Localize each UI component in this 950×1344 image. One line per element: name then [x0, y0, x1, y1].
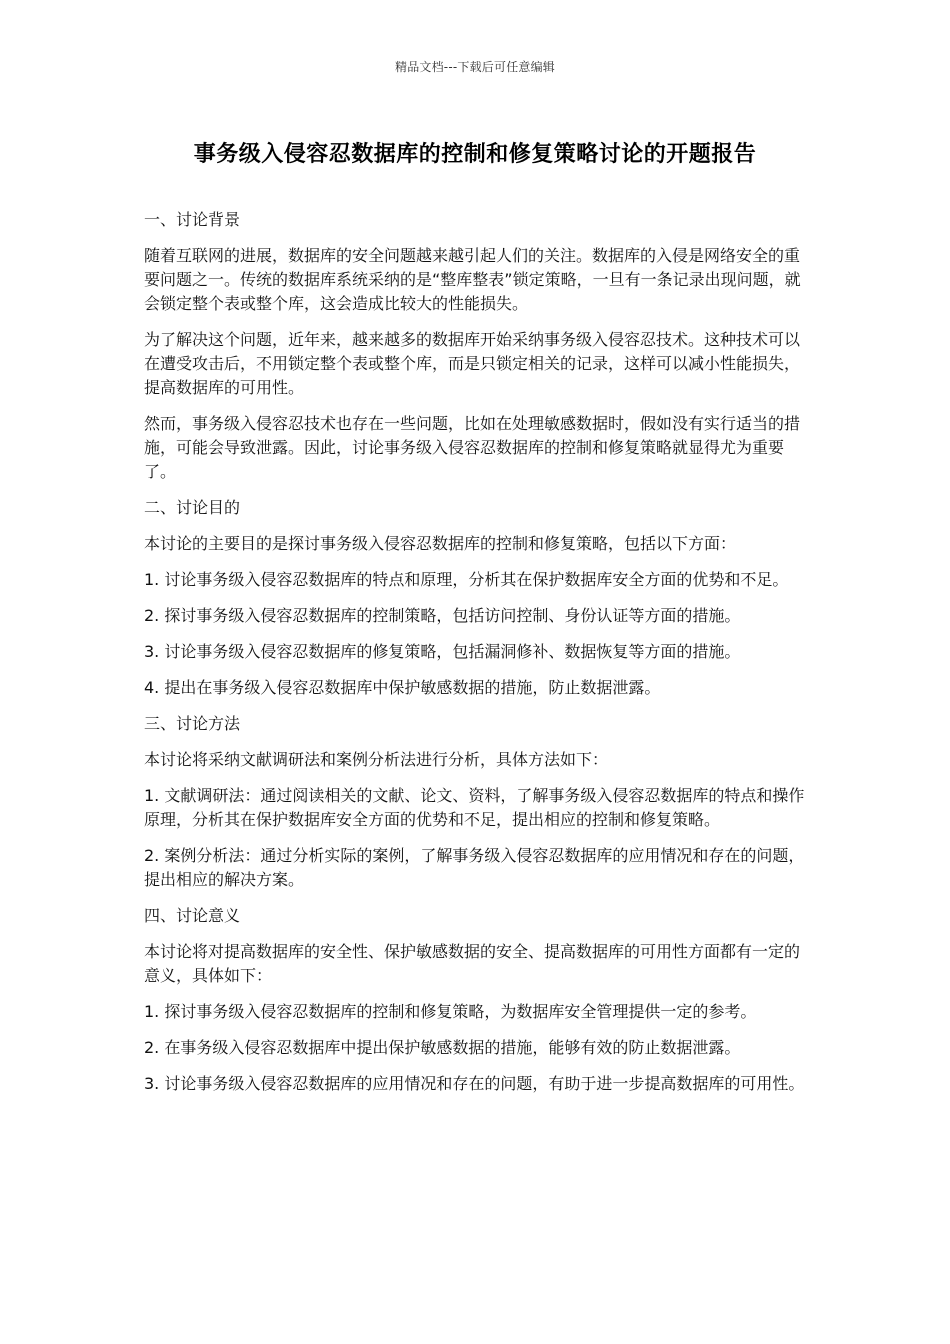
background-paragraph: 然而，事务级入侵容忍技术也存在一些问题，比如在处理敏感数据时，假如没有实行适当的措施，可能会导致泄露。因此，讨论事务级入侵容忍数据库的控制和修复策略就显得尤为重要了。 — [144, 414, 801, 481]
objectives-list-item: 2. 探讨事务级入侵容忍数据库的控制策略，包括访问控制、身份认证等方面的措施。 — [144, 606, 741, 625]
document-body — [144, 208, 812, 1108]
objectives-list-item: 4. 提出在事务级入侵容忍数据库中保护敏感数据的措施，防止数据泄露。 — [144, 678, 661, 697]
section-heading-significance: 四、讨论意义 — [144, 906, 241, 925]
objectives-list-item: 3. 讨论事务级入侵容忍数据库的修复策略，包括漏洞修补、数据恢复等方面的措施。 — [144, 642, 741, 661]
significance-list-item: 1. 探讨事务级入侵容忍数据库的控制和修复策略，为数据库安全管理提供一定的参考。 — [144, 1002, 757, 1021]
section-heading-background: 一、讨论背景 — [144, 210, 241, 229]
header-note: 精品文档---下载后可任意编辑 — [395, 60, 555, 74]
methods-list-item: 1. 文献调研法：通过阅读相关的文献、论文、资料，了解事务级入侵容忍数据库的特点和操作原理，分析其在保护数据库安全方面的优势和不足，提出相应的控制和修复策略。 — [144, 786, 805, 829]
background-paragraph: 为了解决这个问题，近年来，越来越多的数据库开始采纳事务级入侵容忍技术。这种技术可以在遭受攻击后，不用锁定整个表或整个库，而是只锁定相关的记录，这样可以减小性能损失，提高数据库的可用性。 — [144, 330, 801, 397]
background-paragraph: 随着互联网的进展，数据库的安全问题越来越引起人们的关注。数据库的入侵是网络安全的重要问题之一。传统的数据库系统采纳的是“整库整表”锁定策略，一旦有一条记录出现问题，就会锁定整个表或整个库，这会造成比较大的性能损失。 — [144, 246, 801, 313]
objectives-intro: 本讨论的主要目的是探讨事务级入侵容忍数据库的控制和修复策略，包括以下方面： — [144, 534, 737, 553]
significance-list-item: 2. 在事务级入侵容忍数据库中提出保护敏感数据的措施，能够有效的防止数据泄露。 — [144, 1038, 741, 1057]
significance-intro: 本讨论将对提高数据库的安全性、保护敏感数据的安全、提高数据库的可用性方面都有一定的意义，具体如下： — [144, 942, 801, 985]
significance-list-item: 3. 讨论事务级入侵容忍数据库的应用情况和存在的问题，有助于进一步提高数据库的可用性。 — [144, 1074, 805, 1093]
methods-intro: 本讨论将采纳文献调研法和案例分析法进行分析，具体方法如下： — [144, 750, 609, 769]
section-heading-objectives: 二、讨论目的 — [144, 498, 241, 517]
methods-list-item: 2. 案例分析法：通过分析实际的案例，了解事务级入侵容忍数据库的应用情况和存在的问题，提出相应的解决方案。 — [144, 846, 805, 889]
document-title: 事务级入侵容忍数据库的控制和修复策略讨论的开题报告 — [193, 142, 757, 167]
objectives-list-item: 1. 讨论事务级入侵容忍数据库的特点和原理，分析其在保护数据库安全方面的优势和不足。 — [144, 570, 789, 589]
section-heading-methods: 三、讨论方法 — [144, 714, 241, 733]
